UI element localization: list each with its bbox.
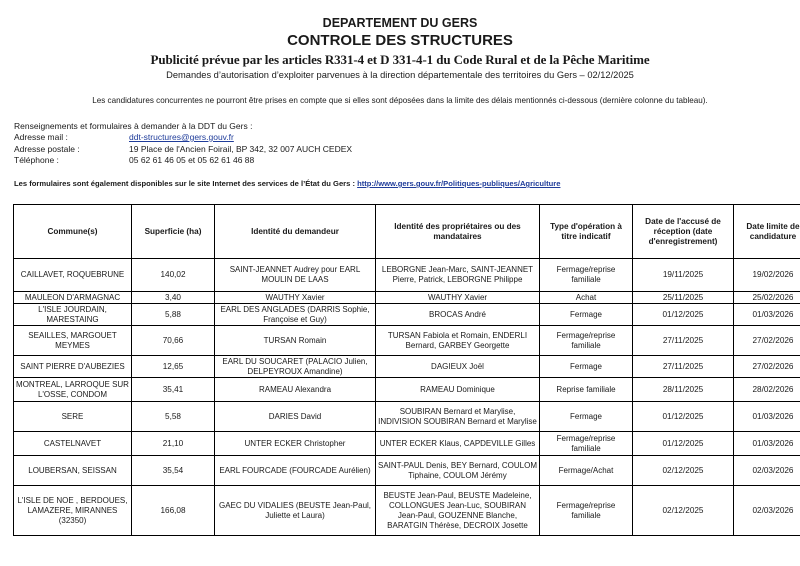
cell-date-reception: 25/11/2025 [633,292,734,304]
cell-type: Fermage/reprise familiale [540,432,633,456]
table-row [14,486,800,536]
cell-superficie: 21,10 [132,432,215,456]
cell-superficie: 166,08 [132,486,215,536]
cell-date-reception: 19/11/2025 [633,259,734,292]
cell-superficie: 3,40 [132,292,215,304]
cell-date-reception: 02/12/2025 [633,486,734,536]
contact-intro: Renseignements et formulaires à demander à la DDT du Gers : [14,121,253,131]
cell-demandeur: EARL FOURCADE (FOURCADE Aurélien) [215,456,376,486]
cell-date-reception: 02/12/2025 [633,456,734,486]
cell-superficie: 35,54 [132,456,215,486]
cell-type: Fermage/reprise familiale [540,259,633,292]
cell-proprietaires: LEBORGNE Jean-Marc, SAINT-JEANNET Pierre, Patrick, LEBORGNE Philippe [376,259,540,292]
column-header-demandeur: Identité du demandeur [215,205,376,259]
cell-date-limite: 27/02/2026 [734,326,800,356]
cell-superficie: 12,65 [132,356,215,378]
table-row [14,402,800,432]
phone-numbers: 05 62 61 46 05 et 05 62 61 46 88 [129,155,255,165]
cell-date-limite: 27/02/2026 [734,356,800,378]
cell-demandeur: UNTER ECKER Christopher [215,432,376,456]
cell-date-limite: 02/03/2026 [734,486,800,536]
table-row [14,304,800,326]
cell-date-limite: 02/03/2026 [734,456,800,486]
cell-type: Fermage/reprise familiale [540,486,633,536]
cell-type: Reprise familiale [540,378,633,402]
cell-date-reception: 01/12/2025 [633,304,734,326]
column-header-date-reception: Date de l'accusé de réception (date d'enregistrement) [633,205,734,259]
table-row [14,432,800,456]
mail-label: Adresse mail : [14,132,68,142]
cell-type: Fermage [540,356,633,378]
table-header-row [14,205,800,259]
cell-superficie: 70,66 [132,326,215,356]
department-heading: DEPARTEMENT DU GERS [322,16,478,30]
cell-superficie: 140,02 [132,259,215,292]
column-header-date-limite: Date limite de candidature [734,205,800,259]
cell-commune: SERE [14,402,132,432]
contact-phone-row [14,155,254,165]
postal-address: 19 Place de l'Ancien Foirail, BP 342, 32 007 AUCH CEDEX [129,144,353,154]
cell-commune: CASTELNAVET [14,432,132,456]
cell-date-limite: 01/03/2026 [734,304,800,326]
phone-label: Téléphone : [14,155,59,165]
website-link[interactable]: http://www.gers.gouv.fr/Politiques-publiques/Agriculture [357,179,561,188]
cell-date-limite: 01/03/2026 [734,402,800,432]
cell-type: Fermage [540,402,633,432]
cell-demandeur: SAINT-JEANNET Audrey pour EARL MOULIN DE LAAS [215,259,376,292]
postal-label: Adresse postale : [14,144,80,154]
cell-date-limite: 28/02/2026 [734,378,800,402]
website-notice [14,179,560,188]
cell-demandeur: WAUTHY Xavier [215,292,376,304]
cell-proprietaires: TURSAN Fabiola et Romain, ENDERLI Bernard, GARBEY Georgette [376,326,540,356]
contact-mail-row [14,132,234,142]
website-text: Les formulaires sont également disponibles sur le site Internet des services de l’État du Gers : [14,179,358,188]
cell-type: Fermage/reprise familiale [540,326,633,356]
page-subtitle: Demandes d’autorisation d’exploiter parvenues à la direction départementale des territoires du Gers – 02/12/2025 [166,70,634,80]
cell-commune: L'ISLE DE NOE , BERDOUES, LAMAZERE, MIRANNES (32350) [14,486,132,536]
cell-type: Fermage [540,304,633,326]
cell-date-reception: 27/11/2025 [633,356,734,378]
cell-superficie: 5,58 [132,402,215,432]
cell-proprietaires: UNTER ECKER Klaus, CAPDEVILLE Gilles [376,432,540,456]
cell-commune: L'ISLE JOURDAIN, MARESTAING [14,304,132,326]
cell-proprietaires: DAGIEUX Joël [376,356,540,378]
cell-proprietaires: SAINT-PAUL Denis, BEY Bernard, COULOM Tiphaine, COULOM Jérémy [376,456,540,486]
cell-superficie: 35,41 [132,378,215,402]
cell-commune: SEAILLES, MARGOUET MEYMES [14,326,132,356]
cell-superficie: 5,88 [132,304,215,326]
cell-date-reception: 01/12/2025 [633,402,734,432]
table-row [14,259,800,292]
cell-type: Fermage/Achat [540,456,633,486]
cell-date-reception: 27/11/2025 [633,326,734,356]
table-row [14,456,800,486]
contact-postal-row [14,144,352,154]
cell-demandeur: TURSAN Romain [215,326,376,356]
cell-commune: LOUBERSAN, SEISSAN [14,456,132,486]
cell-demandeur: DARIES David [215,402,376,432]
cell-proprietaires: RAMEAU Dominique [376,378,540,402]
cell-demandeur: EARL DES ANGLADES (DARRIS Sophie, Françoise et Guy) [215,304,376,326]
applications-table [13,204,800,536]
cell-type: Achat [540,292,633,304]
cell-commune: SAINT PIERRE D'AUBEZIES [14,356,132,378]
cell-date-reception: 28/11/2025 [633,378,734,402]
column-header-superficie: Superficie (ha) [132,205,215,259]
deadline-notice: Les candidatures concurrentes ne pourront être prises en compte que si elles sont déposées dans la limite des délais mentionnés ci-dessous (dernière colonne du tableau). [92,96,708,105]
column-header-proprietaires: Identité des propriétaires ou des mandataires [376,205,540,259]
legal-reference: Publicité prévue par les articles R331-4 et D 331-4-1 du Code Rural et de la Pêche Maritime [150,52,650,67]
cell-proprietaires: SOUBIRAN Bernard et Marylise, INDIVISION SOUBIRAN Bernard et Marylise [376,402,540,432]
table-row [14,326,800,356]
cell-proprietaires: BROCAS André [376,304,540,326]
page-title: CONTROLE DES STRUCTURES [287,32,513,49]
cell-date-limite: 01/03/2026 [734,432,800,456]
cell-proprietaires: BEUSTE Jean-Paul, BEUSTE Madeleine, COLLONGUES Jean-Luc, SOUBIRAN Jean-Paul, GOUZENNE Blanche, BARATGIN Thérèse, DECROIX Josette [376,486,540,536]
cell-date-reception: 01/12/2025 [633,432,734,456]
table-row [14,378,800,402]
column-header-commune: Commune(s) [14,205,132,259]
cell-demandeur: GAEC DU VIDALIES (BEUSTE Jean-Paul, Juliette et Laura) [215,486,376,536]
mail-link[interactable]: ddt-structures@gers.gouv.fr [129,132,234,142]
cell-demandeur: RAMEAU Alexandra [215,378,376,402]
cell-proprietaires: WAUTHY Xavier [376,292,540,304]
cell-demandeur: EARL DU SOUCARET (PALACIO Julien, DELPEYROUX Amandine) [215,356,376,378]
cell-commune: MONTREAL, LARROQUE SUR L'OSSE, CONDOM [14,378,132,402]
table-row [14,292,800,304]
cell-date-limite: 25/02/2026 [734,292,800,304]
cell-date-limite: 19/02/2026 [734,259,800,292]
column-header-type: Type d'opération à titre indicatif [540,205,633,259]
table-row [14,356,800,378]
cell-commune: CAILLAVET, ROQUEBRUNE [14,259,132,292]
cell-commune: MAULEON D'ARMAGNAC [14,292,132,304]
